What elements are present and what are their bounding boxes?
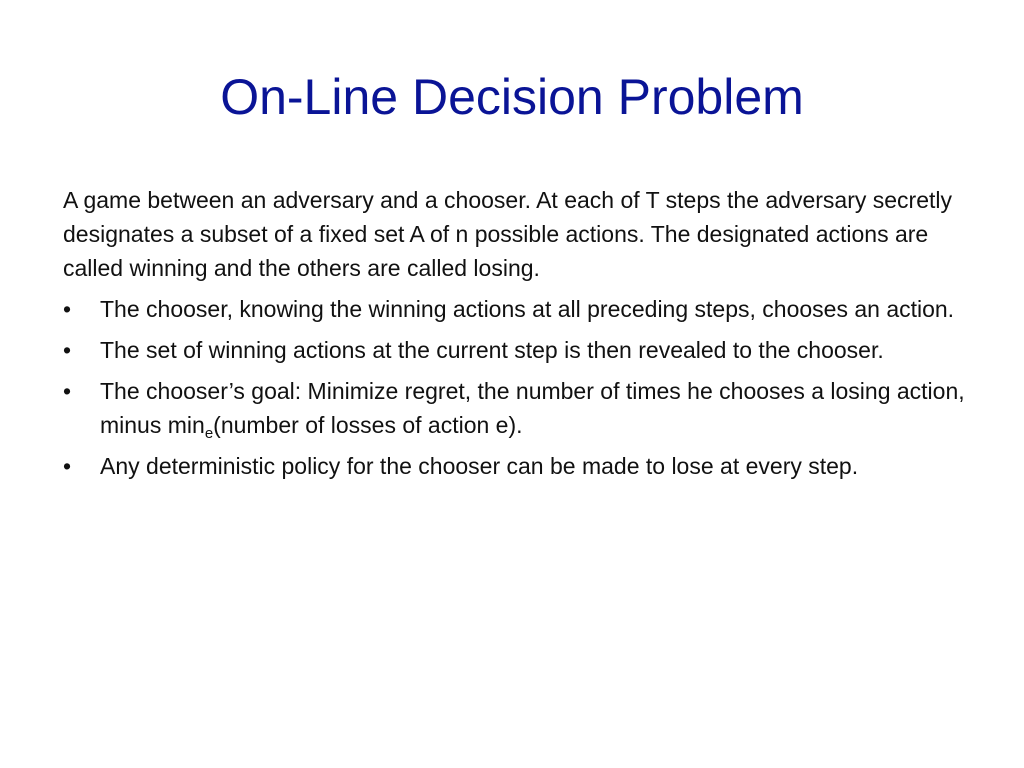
bullet-subscript: e	[204, 425, 214, 442]
bullet-text-after: (number of losses of action e).	[213, 412, 523, 438]
bullet-icon: •	[63, 337, 72, 363]
bullet-item-2	[63, 333, 973, 367]
bullet-text: The set of winning actions at the current step is then revealed to the chooser.	[100, 337, 884, 363]
bullet-icon: •	[63, 378, 72, 404]
bullet-text: The chooser, knowing the winning actions at all preceding steps, chooses an action.	[100, 296, 955, 322]
bullet-text-before: The chooser’s goal: Minimize regret, the number of times he chooses a losing action, minus min	[100, 378, 965, 438]
bullet-icon: •	[63, 296, 72, 322]
bullet-text: Any deterministic policy for the chooser can be made to lose at every step.	[100, 453, 859, 479]
bullet-item-4	[63, 449, 973, 483]
bullet-list	[63, 292, 973, 483]
slide-body	[63, 183, 973, 490]
bullet-item-3	[63, 374, 973, 442]
intro-paragraph: A game between an adversary and a chooser. At each of T steps the adversary secretly designates a subset of a fixed set A of n possible actions. The designated actions are called winning and the others are called losing.	[63, 187, 953, 281]
slide-title: On-Line Decision Problem	[220, 69, 804, 125]
bullet-icon: •	[63, 453, 72, 479]
bullet-item-1	[63, 292, 973, 326]
